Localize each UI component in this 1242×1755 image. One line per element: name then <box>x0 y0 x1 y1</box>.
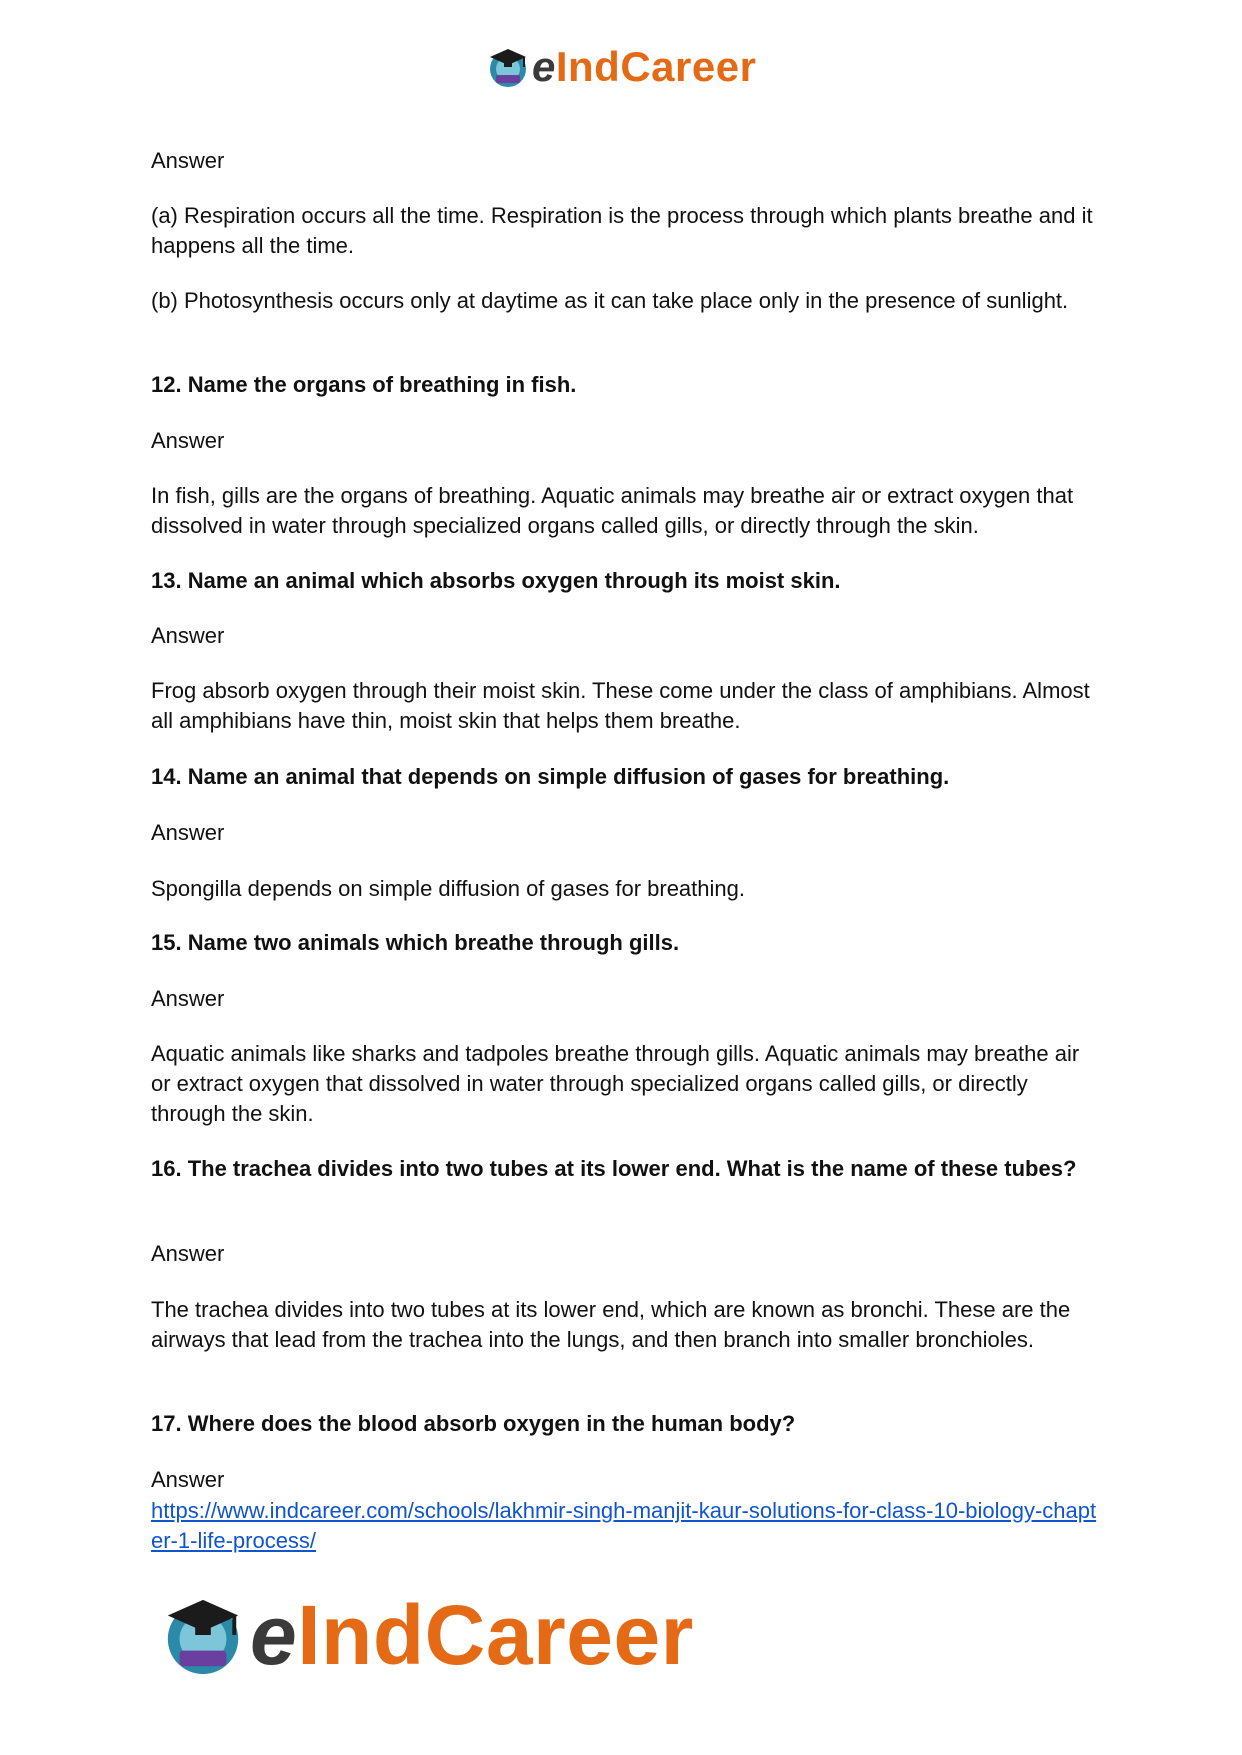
question-12: 12. Name the organs of breathing in fish. <box>151 372 577 397</box>
footer-logo <box>160 1587 694 1682</box>
answer-label: Answer <box>151 428 225 453</box>
graduation-cap-book-icon <box>486 45 530 89</box>
answer-paragraph: Aquatic animals like sharks and tadpoles breathe through gills. Aquatic animals may breathe air or extract oxygen that dissolved in water through specialized organs called gills, or directly through the skin. <box>151 1041 1080 1126</box>
question-13: 13. Name an animal which absorbs oxygen through its moist skin. <box>151 568 841 593</box>
logo-letter: e <box>532 43 556 90</box>
header-logo <box>486 44 756 90</box>
answer-label: Answer <box>151 1467 225 1492</box>
question-17: 17. Where does the blood absorb oxygen in the human body? <box>151 1411 796 1436</box>
answer-label: Answer <box>151 986 225 1011</box>
graduation-cap-book-icon <box>160 1592 246 1678</box>
question-16: 16. The trachea divides into two tubes at its lower end. What is the name of these tubes? <box>151 1156 1077 1181</box>
answer-paragraph: Frog absorb oxygen through their moist skin. These come under the class of amphibians. Almost all amphibians have thin, moist skin that helps them breathe. <box>151 678 1090 733</box>
logo-text: IndCareer <box>555 43 757 90</box>
question-15: 15. Name two animals which breathe through gills. <box>151 930 680 955</box>
answer-paragraph: (b) Photosynthesis occurs only at daytime as it can take place only in the presence of sunlight. <box>151 288 1069 313</box>
logo-wordmark <box>250 1587 694 1684</box>
answer-label: Answer <box>151 623 225 648</box>
logo-text: IndCareer <box>297 1587 694 1682</box>
answer-label: Answer <box>151 1241 225 1266</box>
answer-label: Answer <box>151 148 225 173</box>
question-14: 14. Name an animal that depends on simple diffusion of gases for breathing. <box>151 764 950 789</box>
logo-wordmark <box>532 43 756 91</box>
answer-label: Answer <box>151 820 225 845</box>
answer-paragraph: The trachea divides into two tubes at its lower end, which are known as bronchi. These are the airways that lead from the trachea into the lungs, and then branch into smaller bronchioles. <box>151 1297 1071 1352</box>
source-link[interactable]: https://www.indcareer.com/schools/lakhmir-singh-manjit-kaur-solutions-for-class-10-biology-chapter-1-life-process/ <box>151 1498 1097 1553</box>
answer-paragraph: (a) Respiration occurs all the time. Respiration is the process through which plants breathe and it happens all the time. <box>151 203 1093 258</box>
answer-paragraph: In fish, gills are the organs of breathing. Aquatic animals may breathe air or extract oxygen that dissolved in water through specialized organs called gills, or directly through the skin. <box>151 483 1074 538</box>
answer-paragraph: Spongilla depends on simple diffusion of gases for breathing. <box>151 876 745 901</box>
logo-letter: e <box>250 1587 298 1682</box>
